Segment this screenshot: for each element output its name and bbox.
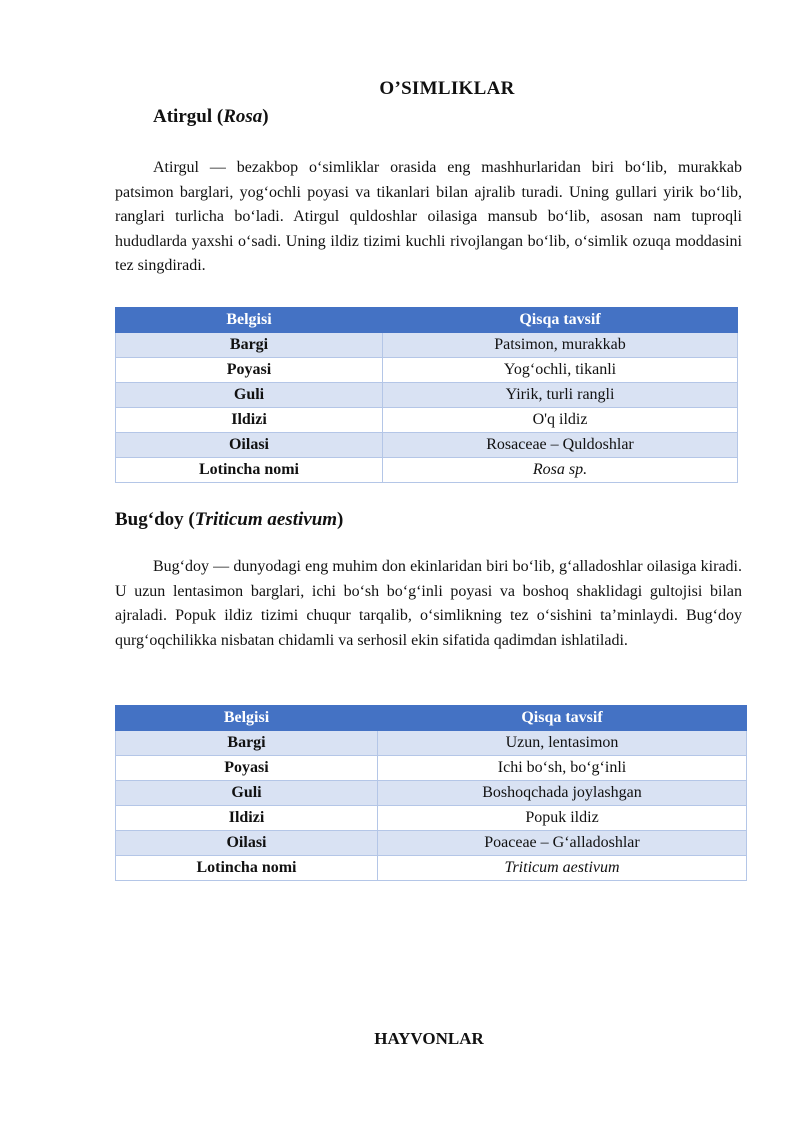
row-label: Oilasi (116, 433, 383, 458)
heading-prefix: Bug‘doy ( (115, 509, 195, 530)
table-header-cell: Qisqa tavsif (383, 308, 738, 333)
table-row (116, 756, 747, 781)
table-row (116, 856, 747, 881)
row-label: Guli (116, 383, 383, 408)
table-row (116, 433, 738, 458)
row-label: Oilasi (116, 831, 378, 856)
row-value: Yog‘ochli, tikanli (383, 358, 738, 383)
section-heading-triticum (115, 509, 343, 531)
rosa-info-table (115, 307, 738, 483)
heading-suffix: ) (262, 106, 269, 127)
table-header-row (116, 308, 738, 333)
section-paragraph-rosa: Atirgul — bezakbop o‘simliklar orasida eng mashhurlaridan biri bo‘lib, murakkab patsimon barglari, yog‘ochli poyasi va tikanlari bilan ajralib turadi. Uning gullari yirik bo‘lib, ranglari turlicha bo‘ladi. Atirgul quldoshlar oilasiga mansub bo‘lib, asosan nam tuproqli hududlarda yaxshi o‘sadi. Uning ildiz tizimi kuchli rivojlangan bo‘lib, o‘simlik ozuqa moddasini tez singdiradi. (115, 159, 742, 275)
row-label: Ildizi (116, 806, 378, 831)
row-label: Bargi (116, 731, 378, 756)
table-row (116, 358, 738, 383)
table-row (116, 383, 738, 408)
next-section-title: HAYVONLAR (374, 1029, 484, 1048)
heading-latin-name: Triticum aestivum (194, 509, 338, 530)
row-label: Lotincha nomi (116, 856, 378, 881)
heading-prefix: Atirgul ( (153, 106, 224, 127)
row-label: Ildizi (116, 408, 383, 433)
table-row (116, 458, 738, 483)
row-value: Patsimon, murakkab (383, 333, 738, 358)
row-label: Bargi (116, 333, 383, 358)
table-header-cell: Belgisi (116, 706, 378, 731)
row-value: Boshoqchada joylashgan (378, 781, 747, 806)
table-row (116, 408, 738, 433)
row-value: Uzun, lentasimon (378, 731, 747, 756)
table-header-cell: Qisqa tavsif (378, 706, 747, 731)
heading-latin-name: Rosa (223, 106, 263, 127)
row-value: Popuk ildiz (378, 806, 747, 831)
row-value: Rosaceae – Quldoshlar (383, 433, 738, 458)
row-value: Rosa sp. (383, 458, 738, 483)
row-value: O'q ildiz (383, 408, 738, 433)
triticum-info-table (115, 705, 747, 881)
row-value: Triticum aestivum (378, 856, 747, 881)
table-header-cell: Belgisi (116, 308, 383, 333)
table-row (116, 333, 738, 358)
table-header-row (116, 706, 747, 731)
row-label: Lotincha nomi (116, 458, 383, 483)
table-row (116, 781, 747, 806)
row-value: Poaceae – G‘alladoshlar (378, 831, 747, 856)
row-label: Poyasi (116, 358, 383, 383)
page-title: O’SIMLIKLAR (379, 78, 515, 99)
table-row (116, 731, 747, 756)
row-value: Ichi bo‘sh, bo‘g‘inli (378, 756, 747, 781)
heading-suffix: ) (337, 509, 344, 530)
table-row (116, 831, 747, 856)
row-label: Poyasi (116, 756, 378, 781)
table-row (116, 806, 747, 831)
section-heading-rosa (153, 106, 269, 128)
row-label: Guli (116, 781, 378, 806)
section-paragraph-triticum: Bug‘doy — dunyodagi eng muhim don ekinlaridan biri bo‘lib, g‘alladoshlar oilasiga kiradi. U uzun lentasimon barglari, ichi bo‘sh bo‘g‘inli poyasi va boshoq shaklidagi gultojisi bilan ajraladi. Popuk ildiz tizimi chuqur tarqalib, o‘simlikning tez o‘sishini ta’minlaydi. Bug‘doy qurg‘oqchilikka nisbatan chidamli va serhosil ekin sifatida qadimdan ishlatiladi. (115, 558, 742, 649)
row-value: Yirik, turli rangli (383, 383, 738, 408)
